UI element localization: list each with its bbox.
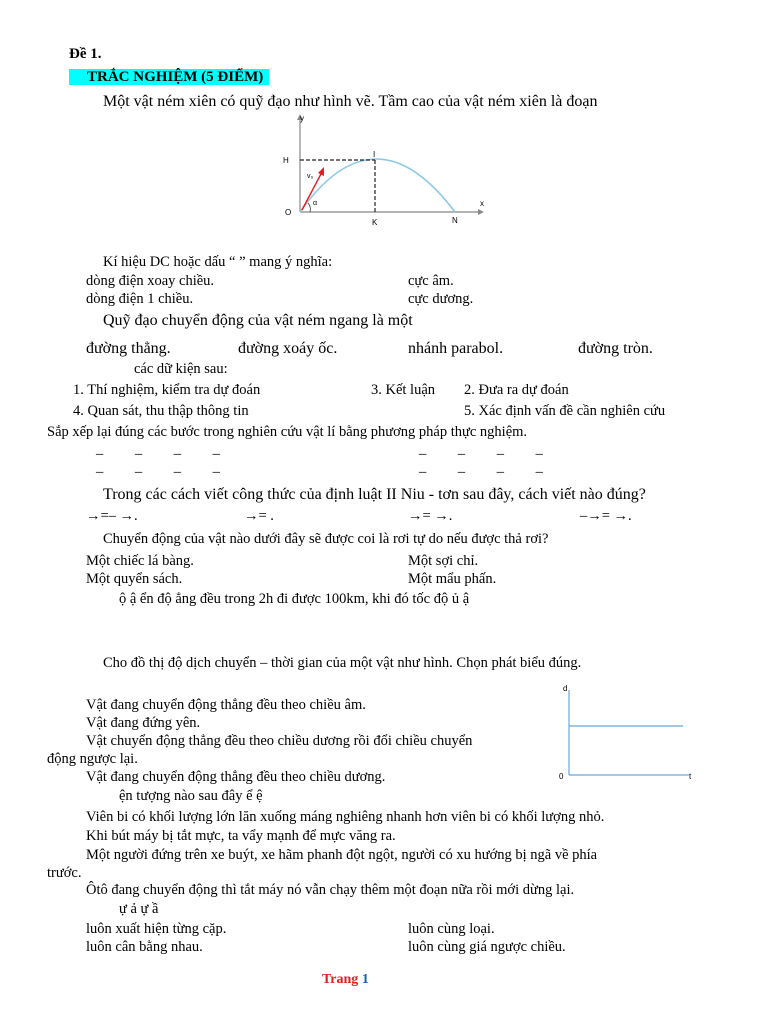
q4-option-b: – – – – — [419, 446, 557, 462]
q6-option-a: Một chiếc lá bàng. — [86, 553, 194, 569]
q4-item-5: 5. Xác định vấn đề cần nghiên cứu — [464, 403, 666, 419]
q8-option-a: Vật đang chuyển động thẳng đều theo chiều âm. — [86, 697, 366, 713]
section-title: TRẮC NGHIỆM (5 ĐIỂM) — [69, 69, 269, 86]
trajectory-curve — [300, 159, 455, 212]
q8-option-c: Vật chuyển động thẳng đều theo chiều dương rồi đổi chiều chuyển — [86, 733, 473, 749]
q2-option-d: cực dương. — [408, 291, 474, 307]
axis-x-label: x — [480, 199, 484, 208]
graph-d-label: d — [563, 684, 568, 693]
exam-title: Đề 1. — [69, 46, 102, 62]
q2-option-c: dòng điện 1 chiều. — [86, 291, 194, 307]
q3-option-a: đường thẳng. — [86, 340, 171, 357]
q7-text: ộ ậ ển độ ẳng đều trong 2h đi được 100km, khi đó tốc độ ủ ậ — [119, 591, 470, 607]
label-i: I — [373, 150, 376, 159]
q10-option-c: luôn cân bằng nhau. — [86, 939, 203, 955]
label-h: H — [283, 156, 289, 165]
label-alpha: α — [313, 200, 318, 207]
q4-item-2: 2. Đưa ra dự đoán — [464, 382, 569, 398]
axis-y-label: y — [300, 114, 304, 123]
label-k: K — [372, 218, 378, 227]
q5-option-d: –→= →. — [580, 508, 632, 524]
q10-option-d: luôn cùng giá ngược chiều. — [408, 939, 566, 955]
q8-option-d: Vật đang chuyển động thẳng đều theo chiều dương. — [86, 769, 386, 785]
q9-option-c: Một người đứng trên xe buýt, xe hãm phanh đột ngột, người có xu hướng bị ngã về phía — [86, 847, 598, 863]
q10-option-b: luôn cùng loại. — [408, 921, 495, 937]
q5-option-a: →=– →. — [86, 508, 138, 524]
q9-option-a: Viên bi có khối lượng lớn lăn xuống máng nghiêng nhanh hơn viên bi có khối lượng nhỏ. — [86, 809, 605, 825]
q1-text: Một vật ném xiên có quỹ đạo như hình vẽ. Tầm cao của vật ném xiên là đoạn — [103, 93, 598, 110]
q4-item-4: 4. Quan sát, thu thập thông tin — [73, 403, 249, 419]
q9-option-d: Ôtô đang chuyển động thì tắt máy nó vẫn chạy thêm một đoạn nữa rồi mới dừng lại. — [86, 882, 575, 898]
q4-option-c: – – – – — [96, 464, 234, 480]
q9-option-c-cont: trước. — [47, 865, 82, 881]
q6-option-c: Một quyển sách. — [86, 571, 183, 587]
q3-option-d: đường tròn. — [578, 340, 653, 357]
q6-option-b: Một sợi chỉ. — [408, 553, 479, 569]
q4-item-1: 1. Thí nghiệm, kiểm tra dự đoán — [73, 382, 261, 398]
q4-option-d: – – – – — [419, 464, 557, 480]
label-o: O — [285, 208, 292, 217]
q9-option-b: Khi bút máy bị tắt mực, ta vẩy mạnh để mực văng ra. — [86, 828, 396, 844]
graph-origin-label: 0 — [559, 772, 564, 781]
q3-option-b: đường xoáy ốc. — [238, 340, 338, 357]
q2-text: Kí hiệu DC hoặc dấu “ ” mang ý nghĩa: — [103, 254, 333, 270]
footer-label: Trang — [322, 972, 359, 987]
q6-text: Chuyển động của vật nào dưới đây sẽ được coi là rơi tự do nếu được thả rơi? — [103, 531, 549, 547]
displacement-graph — [555, 680, 705, 785]
q9-text: ện tượng nào sau đây ể ệ — [119, 788, 263, 804]
footer-page-number: 1 — [361, 972, 369, 987]
q8-option-c-cont: động ngược lại. — [47, 751, 138, 767]
q2-option-b: cực âm. — [408, 273, 454, 289]
label-n: N — [452, 216, 458, 225]
q3-text: Quỹ đạo chuyển động của vật ném ngang là một — [103, 312, 413, 329]
q8-option-b: Vật đang đứng yên. — [86, 715, 201, 731]
q8-text: Cho đồ thị độ dịch chuyển – thời gian của một vật như hình. Chọn phát biểu đúng. — [103, 655, 582, 671]
q6-option-d: Một mẩu phấn. — [408, 571, 497, 587]
q4-item-3: 3. Kết luận — [371, 382, 436, 398]
q2-option-a: dòng điện xoay chiều. — [86, 273, 215, 289]
q10-text: ự ả ự ầ — [119, 901, 159, 917]
q4-text: Sắp xếp lại đúng các bước trong nghiên cứu vật lí bằng phương pháp thực nghiệm. — [47, 424, 528, 440]
label-v0: v₀ — [307, 173, 314, 180]
q5-option-b: →= . — [244, 508, 274, 524]
q4-intro: các dữ kiện sau: — [134, 361, 228, 377]
q10-option-a: luôn xuất hiện từng cặp. — [86, 921, 227, 937]
q3-option-c: nhánh parabol. — [408, 340, 504, 357]
projectile-figure — [280, 112, 490, 230]
graph-t-label: t — [689, 772, 692, 781]
page-footer — [322, 972, 369, 988]
q5-option-c: →= →. — [408, 508, 453, 524]
q5-text: Trong các cách viết công thức của định luật II Niu - tơn sau đây, cách viết nào đúng? — [103, 486, 646, 503]
q4-option-a: – – – – — [96, 446, 234, 462]
